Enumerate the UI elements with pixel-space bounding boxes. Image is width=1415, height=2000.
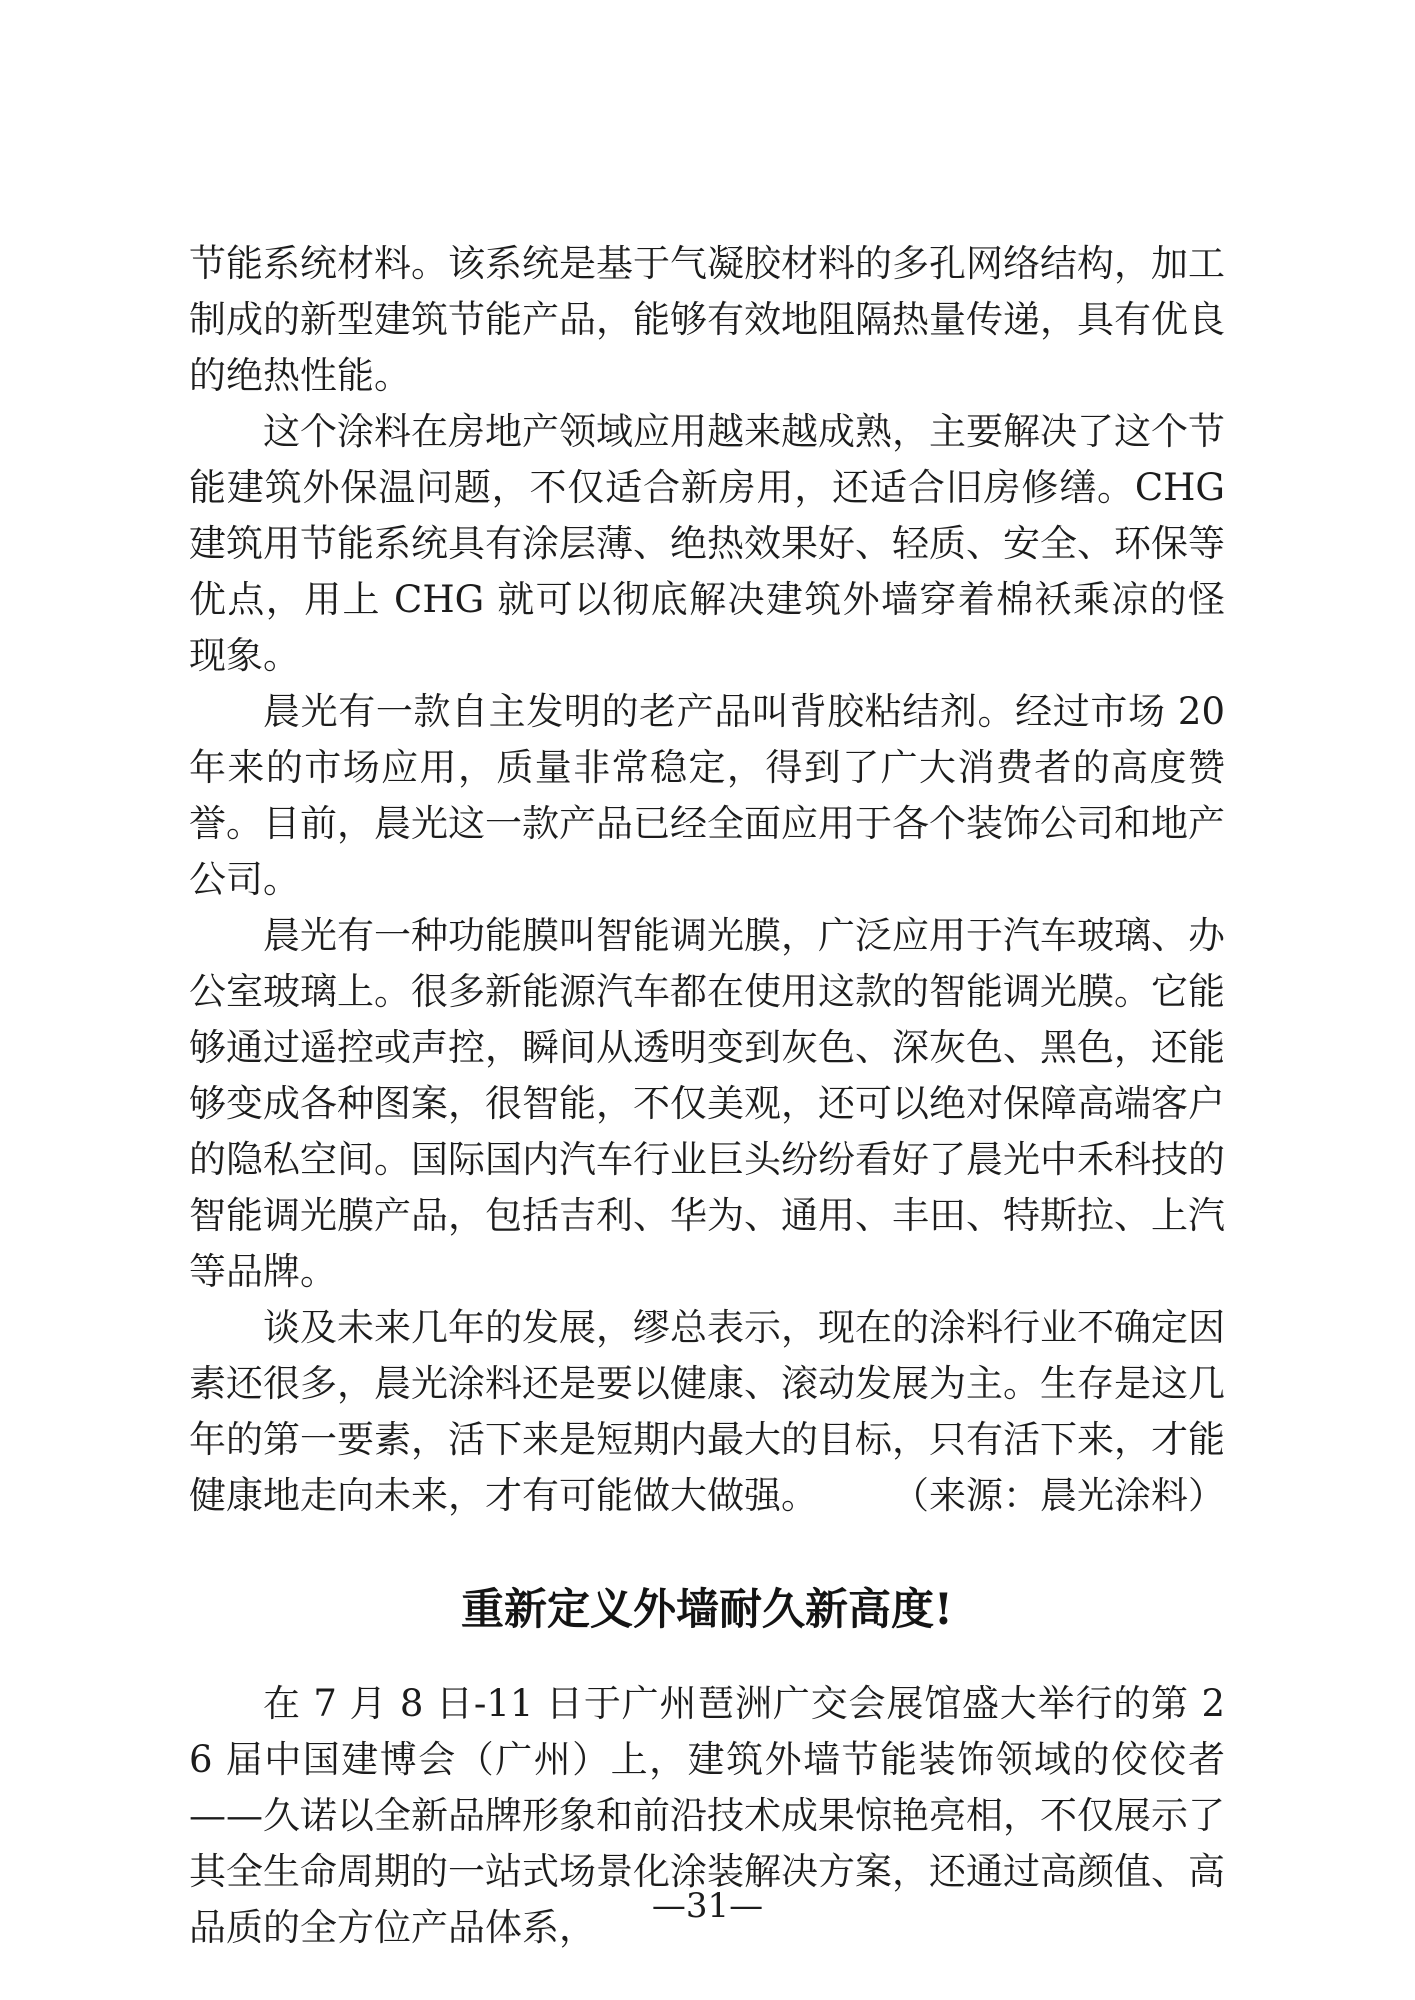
paragraph-continuation: 节能系统材料。该系统是基于气凝胶材料的多孔网络结构，加工制成的新型建筑节能产品，能够有效地阻隔热量传递，具有优良的绝热性能。 <box>189 242 1225 397</box>
section-heading: 重新定义外墙耐久新高度! <box>461 1585 953 1635</box>
source-attribution: （来源：晨光涂料） <box>892 1474 1225 1517</box>
paragraph-future-outlook-text: 谈及未来几年的发展，缪总表示，现在的涂料行业不确定因素还很多，晨光涂料还是要以健康、滚动发展为主。生存是这几年的第一要素，活下来是短期内最大的目标，只有活下来，才能健康地走向未来，才有可能做大做强。 <box>189 1306 1225 1517</box>
paragraph-exhibition: 在 7 月 8 日-11 日于广州琶洲广交会展馆盛大举行的第 26 届中国建博会（广州）上，建筑外墙节能装饰领域的佼佼者——久诺以全新品牌形象和前沿技术成果惊艳亮相，不仅展示了其全生命周期的一站式场景化涂装解决方案，还通过高颜值、高品质的全方位产品体系， <box>189 1682 1225 1949</box>
paragraph-future-outlook <box>189 1300 1225 1524</box>
page-content <box>189 236 1225 1956</box>
paragraph-adhesive-product: 晨光有一款自主发明的老产品叫背胶粘结剂。经过市场 20 年来的市场应用，质量非常稳定，得到了广大消费者的高度赞誉。目前，晨光这一款产品已经全面应用于各个装饰公司和地产公司。 <box>189 690 1225 901</box>
paragraph-coating-realestate: 这个涂料在房地产领域应用越来越成熟，主要解决了这个节能建筑外保温问题，不仅适合新房用，还适合旧房修缮。CHG 建筑用节能系统具有涂层薄、绝热效果好、轻质、安全、环保等优点，用上 CHG 就可以彻底解决建筑外墙穿着棉袄乘凉的怪现象。 <box>189 410 1225 677</box>
paragraph-dimming-film: 晨光有一种功能膜叫智能调光膜，广泛应用于汽车玻璃、办公室玻璃上。很多新能源汽车都在使用这款的智能调光膜。它能够通过遥控或声控，瞬间从透明变到灰色、深灰色、黑色，还能够变成各种图案，很智能，不仅美观，还可以绝对保障高端客户的隐私空间。国际国内汽车行业巨头纷纷看好了晨光中禾科技的智能调光膜产品，包括吉利、华为、通用、丰田、特斯拉、上汽等品牌。 <box>189 914 1225 1293</box>
page-number: —31— <box>651 1886 764 1926</box>
